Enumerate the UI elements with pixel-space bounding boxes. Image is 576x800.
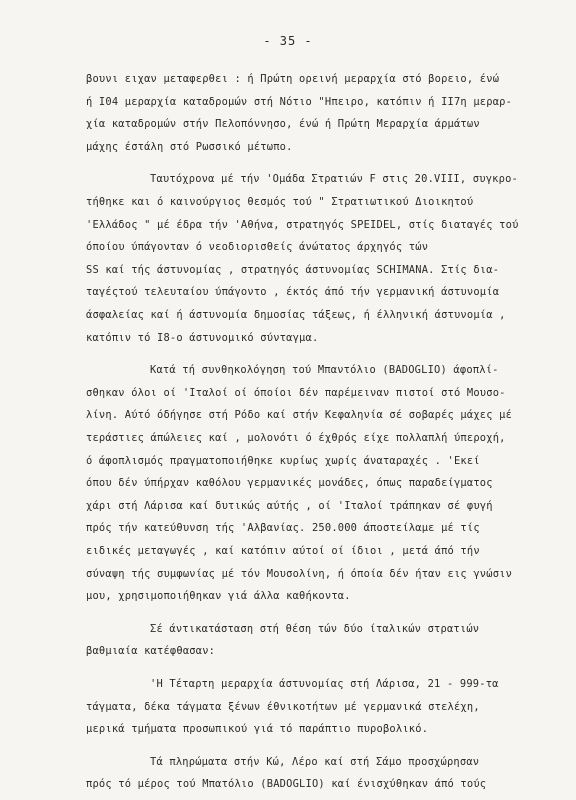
text-line: ή Ι04 μεραρχία καταδρομών στή Νότιο "Ηπειρο, κατόπιν ή ΙΙ7η μεραρ-: [86, 95, 513, 108]
text-line: Ταυτόχρονα μέ τήν 'Ομάδα Στρατιών F στις 20.VIII, συγκρο-: [150, 173, 518, 186]
text-line: κατόπιν τό Ι8-ο άστυνομικό σύνταγμα.: [86, 331, 319, 344]
text-line: τήθηκε και ό καινούργιος θεσμός τού " Στρατιωτικού Διοικητού: [86, 196, 474, 208]
text-line: 'Η Τέταρτη μεραρχία άστυνομίας στή Λάρισα, 21 - 999-τα: [150, 678, 499, 690]
text-line: Σέ άντικατάσταση στή θέση τών δύο ίταλικών στρατιών: [150, 622, 480, 635]
text-line: τάγματα, δέκα τάγματα ξένων έθνικοτήτων μέ γερμανικά στελέχη,: [86, 700, 480, 713]
text-line: βουνι ειχαν μεταφερθει : ή Πρώτη ορεινή μεραρχία στό βορειο, ένώ: [86, 73, 500, 85]
text-line: τεράστιες άπώλειες καί , μολονότι ό έχθρός είχε πολλαπλή ύπεροχή,: [86, 432, 506, 444]
text-line: σύναψη τής συμφωνίας μέ τόν Μουσολίνη, ή όποία δέν ήταν εις γνώσιν: [86, 567, 513, 580]
text-line: πρός τό μέρος τού Μπατόλιο (BADOGLIO) καί ένισχύθηκαν άπό τούς: [86, 778, 487, 791]
text-line: Τά πληρώματα στήν Κώ, Λέρο καί στή Σάμο προσχώρησαν: [150, 755, 480, 768]
text-line: βαθμιαία κατέφθασαν:: [86, 645, 216, 658]
text-line: χάρι στή Λάρισα καί δυτικώς αύτής , οί 'Ιταλοί τράπηκαν σέ φυγή: [86, 499, 493, 512]
page-number: - 35 -: [263, 34, 313, 48]
text-line: 'Ελλάδος " μέ έδρα τήν 'Αθήνα, στρατηγός SPEIDEL, στίς διαταγές τού: [86, 218, 519, 231]
text-line: μου, χρησιμοποιήθηκαν γιά άλλα καθήκοντα.: [86, 590, 351, 603]
text-line: πρός τήν κατεύθυνση τής 'Αλβανίας. 250.000 άποστείλαμε μέ τίς: [86, 522, 480, 535]
text-line: όπου δέν ύπήρχαν καθόλου γερμανικές μονάδες, όπως παραδείγματος: [86, 477, 493, 490]
text-line: χία καταδρομών στήν Πελοπόννησο, ένώ ή Πρώτη Μεραρχία άρμάτων: [86, 118, 480, 131]
text-line: SS καί τής άστυνομίας , στρατηγός άστυνομίας SCHIMANA. Στίς δια-: [86, 263, 500, 276]
text-line: ταγέςτού τελευταίου ύπάγοντο , έκτός άπό τήν γερμανική άστυνομία: [86, 286, 500, 299]
text-line: λίνη. Αύτό όδήγησε στή Ρόδο καί στήν Κεφαληνία σέ σοβαρές μάχες μέ: [86, 409, 513, 422]
text-line: Κατά τή συνθηκολόγηση τού Μπαντόλιο (BADOGLIO) άφοπλί-: [150, 364, 499, 377]
text-line: ειδικές μεταγωγές , καί κατόπιν αύτοί οί ίδιοι , μετά άπό τήν: [86, 545, 480, 557]
text-line: όποίου ύπάγονταν ό νεοδιορισθείς άνώτατος άρχηγός τών: [86, 241, 429, 254]
text-line: άσφαλείας καί ή άστυνομία δημοσίας τάξεως, ή έλληνική άστυνομία ,: [86, 309, 506, 321]
text-line: μερικά τμήματα προσωπικού γιά τό παράπτιο πυροβολικό.: [86, 723, 429, 736]
text-line: ό άφοπλισμός πραγματοποιήθηκε κυρίως χωρίς άναταραχές . 'Εκεί: [86, 454, 480, 467]
text-line: μάχης έστάλη στό Ρωσσικό μέτωπο.: [86, 140, 293, 153]
text-line: σθηκαν όλοι οί 'Ιταλοί οί όποίοι δέν παρέμειναν πιστοί στό Μουσο-: [86, 386, 506, 399]
